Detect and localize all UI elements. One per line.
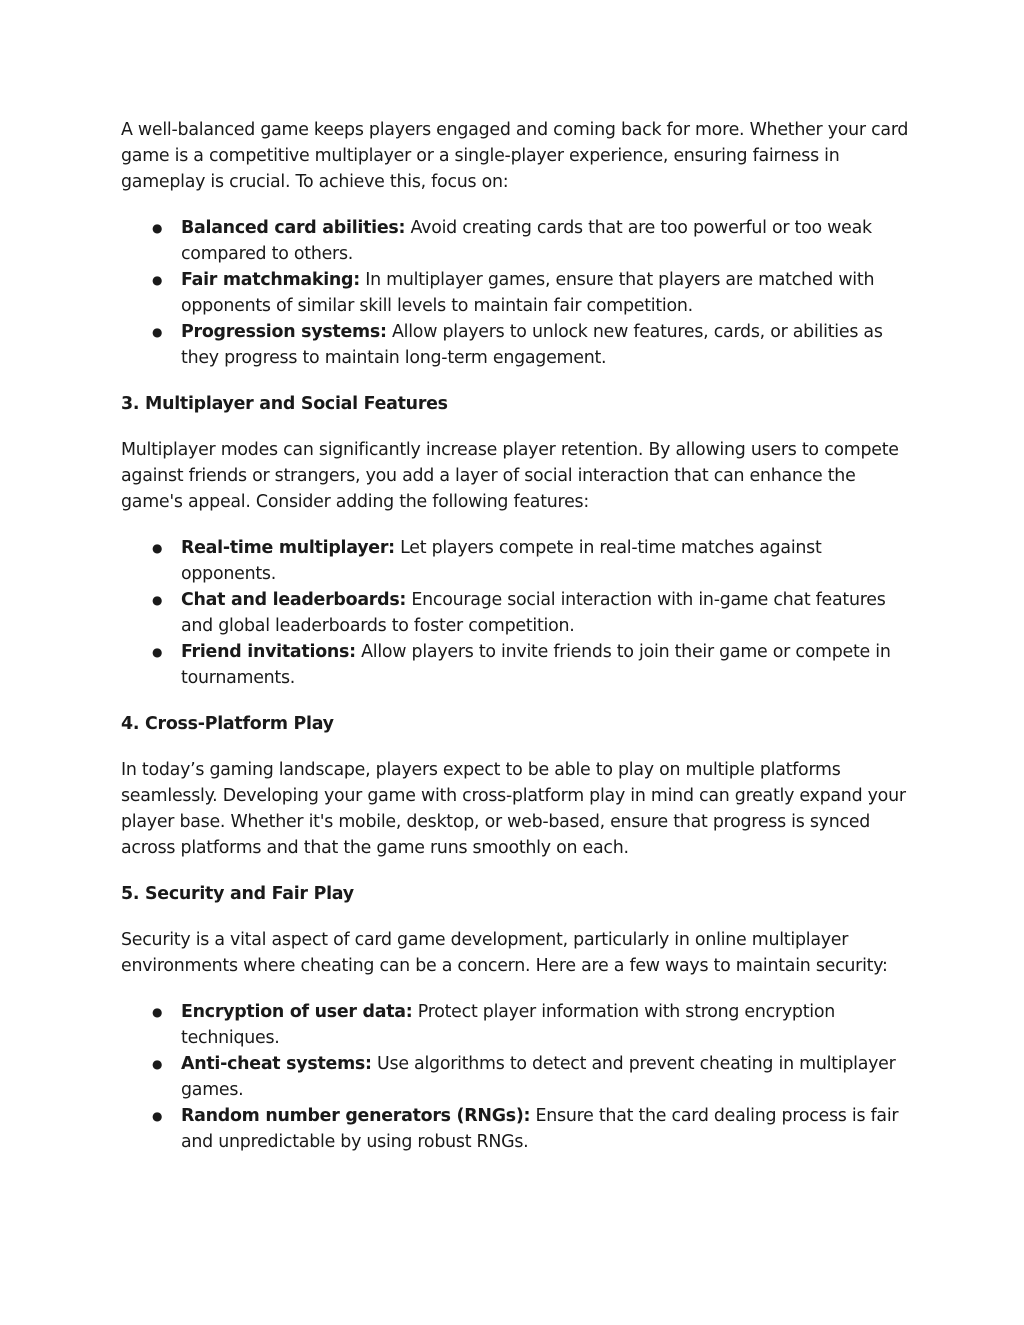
item-text: Let players compete in real-time matches against opponents. [181,538,822,584]
list-item [121,999,911,1051]
bullet-icon: ● [152,221,163,235]
item-term: Chat and leaderboards: [181,590,407,610]
item-text: Ensure that the card dealing process is fair and unpredictable by using robust RNGs. [181,1106,899,1152]
item-text: Use algorithms to detect and prevent cheating in multiplayer games. [181,1054,896,1100]
list-item [121,587,911,639]
item-term: Balanced card abilities: [181,218,406,238]
bullet-icon: ● [152,325,163,339]
item-term: Encryption of user data: [181,1002,413,1022]
list-item [121,215,911,267]
bullet-icon: ● [152,593,163,607]
bullet-icon: ● [152,645,163,659]
item-term: Fair matchmaking: [181,270,360,290]
bullet-icon: ● [152,1057,163,1071]
security-list [121,999,911,1155]
item-text: Protect player information with strong encryption techniques. [181,1002,836,1048]
bullet-icon: ● [152,541,163,555]
item-text: Allow players to invite friends to join their game or compete in tournaments. [181,642,891,688]
item-term: Real-time multiplayer: [181,538,395,558]
item-term: Progression systems: [181,322,387,342]
intro-paragraph: A well-balanced game keeps players engaged and coming back for more. Whether your card game is a competitive multiplayer or a single-player experience, ensuring fairness in gameplay is crucial. To achieve this, focus on: [121,120,909,192]
section-paragraph-multiplayer: Multiplayer modes can significantly increase player retention. By allowing users to compete against friends or strangers, you add a layer of social interaction that can enhance the game's appeal. Consider adding the following features: [121,440,899,512]
item-term: Anti-cheat systems: [181,1054,372,1074]
list-item [121,319,911,371]
document-page [121,117,911,1175]
item-text: Encourage social interaction with in-game chat features and global leaderboards to foster competition. [181,590,886,636]
list-item [121,639,911,691]
list-item [121,267,911,319]
multiplayer-features-list [121,535,911,691]
section-paragraph-security: Security is a vital aspect of card game development, particularly in online multiplayer environments where cheating can be a concern. Here are a few ways to maintain security: [121,930,888,976]
section-heading-security: 5. Security and Fair Play [121,884,354,904]
section-paragraph-cross-platform: In today’s gaming landscape, players expect to be able to play on multiple platforms seamlessly. Developing your game with cross-platform play in mind can greatly expand your player base. Whether it's mobile, desktop, or web-based, ensure that progress is synced across platforms and that the game runs smoothly on each. [121,760,906,858]
bullet-icon: ● [152,1109,163,1123]
list-item [121,1103,911,1155]
balance-list [121,215,911,371]
section-heading-multiplayer: 3. Multiplayer and Social Features [121,394,448,414]
bullet-icon: ● [152,1005,163,1019]
item-text: Allow players to unlock new features, cards, or abilities as they progress to maintain long-term engagement. [181,322,883,368]
list-item [121,535,911,587]
item-text: In multiplayer games, ensure that players are matched with opponents of similar skill levels to maintain fair competition. [181,270,875,316]
item-term: Random number generators (RNGs): [181,1106,531,1126]
bullet-icon: ● [152,273,163,287]
section-heading-cross-platform: 4. Cross-Platform Play [121,714,334,734]
item-term: Friend invitations: [181,642,356,662]
item-text: Avoid creating cards that are too powerful or too weak compared to others. [181,218,872,264]
list-item [121,1051,911,1103]
